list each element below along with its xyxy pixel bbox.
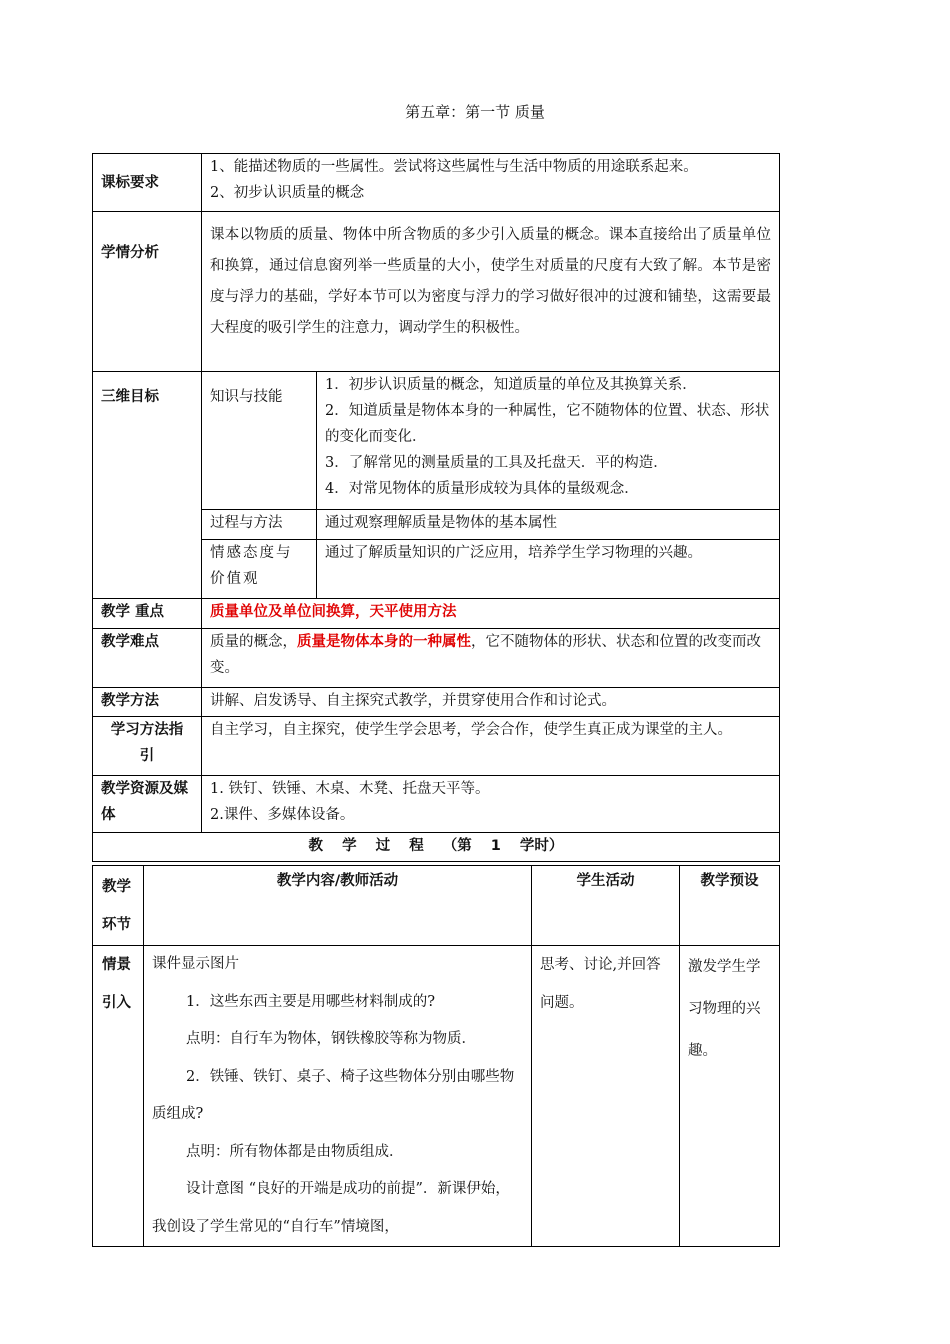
content-jxzy <box>202 776 780 833</box>
label-qgtd: 情感态度与价值观 <box>202 540 317 599</box>
label-jxzd: 教学 重点 <box>93 599 202 629</box>
zsjn-item-3: 3．了解常见的测量质量的工具及托盘天．平的构造． <box>325 455 668 471</box>
zsjn-item-4: 4．对常见物体的质量形成较为具体的量级观念． <box>325 481 639 497</box>
row-xxff <box>93 717 780 776</box>
row-process-header <box>93 833 780 862</box>
jxnd-post: ，它不随物体的形状、状态和位置的改变而改变。 <box>210 634 761 676</box>
content-xqfx: 课本以物质的质量、物体中所含物质的多少引入质量的概念。课本直接给出了质量单位和换算，通过信息窗列举一些质量的大小，使学生对质量的尺度有大致了解。本节是密度与浮力的基础，学好本节可以为密度与浮力的学习做好很冲的过渡和铺垫，这需要最大程度的吸引学生的注意力，调动学生的积极性。 <box>202 212 780 372</box>
row-jxzy <box>93 776 780 833</box>
intro-preset: 激发学生学习物理的兴趣。 <box>680 946 780 1247</box>
kbyq-line-1: 1、能描述物质的一些属性。尝试将这些属性与生活中物质的用途联系起来。 <box>210 159 698 175</box>
content-jxnd <box>202 629 780 688</box>
intro-row <box>93 946 780 1247</box>
intro-line-2: 1．这些东西主要是用哪些材料制成的? <box>186 993 435 1010</box>
jxzy-line-1: 1. 铁钉、铁锤、木桌、木凳、托盘天平等。 <box>210 781 490 797</box>
label-zsjn: 知识与技能 <box>202 372 317 510</box>
jxzy-line-2: 2.课件、多媒体设备。 <box>210 807 355 823</box>
content-kbyq <box>202 154 780 212</box>
zsjn-item-2: 2．知道质量是物体本身的一种属性，它不随物体的位置、状态、形状的变化而变化． <box>325 403 770 445</box>
label-kbyq: 课标要求 <box>93 154 202 212</box>
label-jxff: 教学方法 <box>93 688 202 717</box>
label-xxff: 学习方法指引 <box>93 717 202 776</box>
row-zsjn <box>93 372 780 510</box>
intro-line-6: 设计意图 “良好的开端是成功的前提”．新课伊始，我创设了学生常见的“自行车”情境图， <box>152 1181 510 1235</box>
row-xqfx <box>93 212 780 372</box>
intro-line-3: 点明：自行车为物体，钢铁橡胶等称为物质． <box>186 1031 476 1047</box>
intro-line-4: 2．铁锤、铁钉、桌子、椅子这些物体分别由哪些物质组成? <box>152 1068 515 1122</box>
content-zsjn <box>317 372 780 510</box>
jxnd-red: 质量是物体本身的一种属性 <box>297 634 471 650</box>
lesson-info-table <box>92 153 780 862</box>
label-jxzy: 教学资源及媒体 <box>93 776 202 833</box>
content-qgtd: 通过了解质量知识的广泛应用，培养学生学习物理的兴趣。 <box>317 540 780 599</box>
label-gcff: 过程与方法 <box>202 510 317 540</box>
col-content: 教学内容/教师活动 <box>144 866 532 946</box>
content-jxff: 讲解、启发诱导、自主探究式教学，并贯穿使用合作和讨论式。 <box>202 688 780 717</box>
label-swmb: 三维目标 <box>93 372 202 599</box>
intro-line-1: 课件显示图片 <box>152 956 239 972</box>
row-jxzd <box>93 599 780 629</box>
content-gcff: 通过观察理解质量是物体的基本属性 <box>317 510 780 540</box>
intro-line-5: 点明：所有物体都是由物质组成． <box>186 1143 404 1160</box>
col-stage: 教学环节 <box>93 866 144 946</box>
row-jxnd <box>93 629 780 688</box>
zsjn-item-1: 1．初步认识质量的概念，知道质量的单位及其换算关系． <box>325 377 697 393</box>
process-table <box>92 865 780 1247</box>
process-header: 教 学 过 程 （第 1 学时） <box>93 833 780 862</box>
content-jxzd: 质量单位及单位间换算，天平使用方法 <box>202 599 780 629</box>
content-xxff: 自主学习，自主探究，使学生学会思考，学会合作，使学生真正成为课堂的主人。 <box>202 717 780 776</box>
col-preset: 教学预设 <box>680 866 780 946</box>
kbyq-line-2: 2、初步认识质量的概念 <box>210 185 365 201</box>
page-title: 第五章：第一节 质量 <box>405 103 545 121</box>
process-header-row <box>93 866 780 946</box>
intro-stage: 情景引入 <box>93 946 144 1247</box>
label-xqfx: 学情分析 <box>93 212 202 372</box>
jxnd-pre: 质量的概念， <box>210 634 297 650</box>
label-jxnd: 教学难点 <box>93 629 202 688</box>
row-kbyq <box>93 154 780 212</box>
intro-student: 思考、讨论,并回答问题。 <box>532 946 680 1247</box>
row-jxff <box>93 688 780 717</box>
col-student: 学生活动 <box>532 866 680 946</box>
intro-content <box>144 946 532 1247</box>
